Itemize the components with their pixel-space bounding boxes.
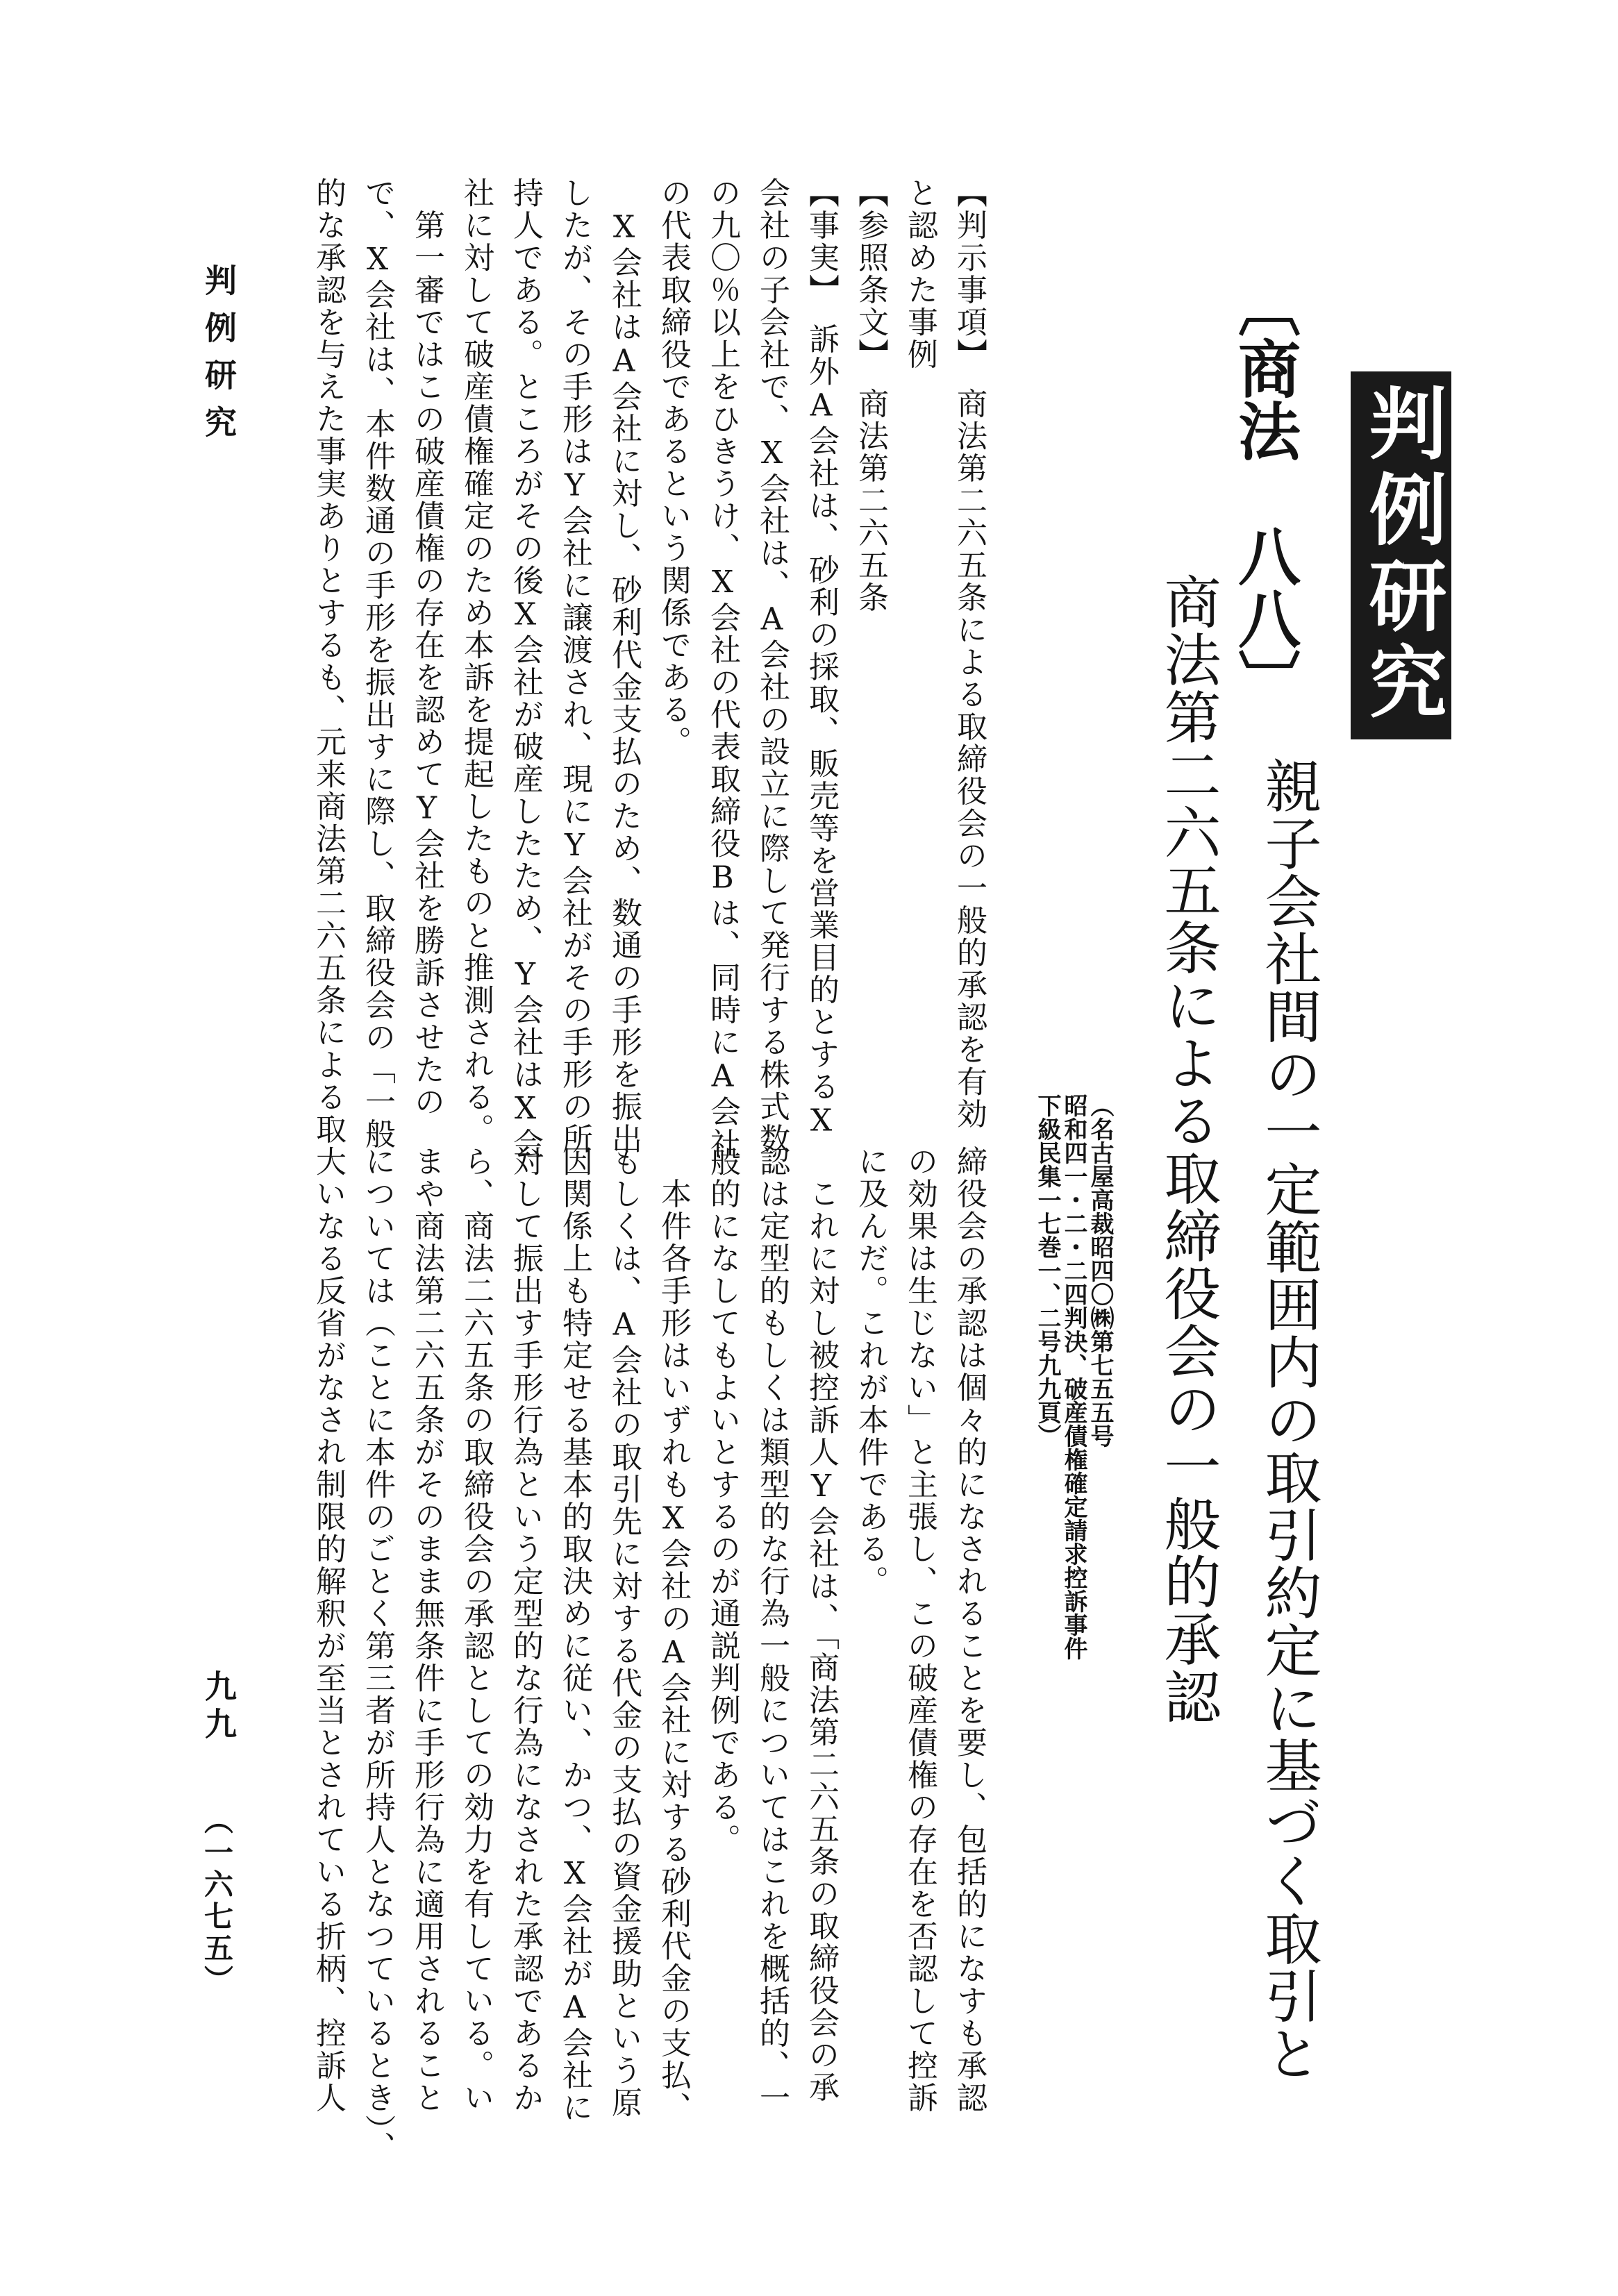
citation-line-1: （名古屋高裁昭四〇㈱第七五五号: [1086, 1093, 1114, 1448]
left-body-column-13: については（ことに本件のごとく第三者が所持人となつているとき）、: [360, 1146, 395, 2163]
right-body-column-2: と認めた事例: [902, 177, 937, 371]
right-body-column-5: 会社の子会社で、X会社は、A会社の設立に際して発行する株式数: [754, 177, 790, 1155]
left-body-column-2: の効果は生じない」と主張し、この破産債権の存在を否認して控訴: [902, 1146, 937, 2114]
citation-line-2: 昭和四一・二・二四判決、破産債権確定請求控訴事件: [1060, 1093, 1087, 1660]
right-body-column-13: で、X会社は、本件数通の手形を振出すに際し、取締役会の「一般: [360, 177, 395, 1150]
left-body-column-7: 本件各手形はいずれもX会社のA会社に対する砂利代金の支払、: [656, 1146, 691, 2124]
left-body-column-1: 締役会の承認は個々的になされることを要し、包括的になすも承認: [951, 1146, 987, 2114]
left-body-column-8: もしくは、A会社の取引先に対する代金の支払の資金援助という原: [606, 1146, 642, 2119]
left-body-column-14: 大いなる反省がなされ制限的解釈が至当とされている折柄、控訴人: [310, 1146, 346, 2114]
left-body-column-9: 因関係上も特定せる基本的取決めに従い、かつ、X会社がA会社に: [557, 1146, 592, 2124]
right-body-column-11: 社に対して破産債権確定のため本訴を提起したものと推測される。: [458, 177, 494, 1146]
left-body-column-6: 般的になしてもよいとするのが通説判例である。: [705, 1146, 740, 1856]
left-body-column-3: に及んだ。これが本件である。: [853, 1146, 888, 1598]
right-body-column-14: 的な承認を与えた事実ありとするも、元来商法第二六五条による取: [310, 177, 346, 1146]
right-body-column-6: の九〇％以上をひきうけ、X会社の代表取締役Bは、同時にA会社: [705, 177, 740, 1160]
case-category: 〔商法 八八〕: [1227, 274, 1301, 712]
case-title-line-1: 親子会社間の一定範囲内の取引約定に基づく取引と: [1256, 757, 1321, 2082]
case-title-line-2: 商法第二六五条による取締役会の一般的承認: [1155, 573, 1221, 1725]
right-body-column-7: の代表取締役であるという関係である。: [656, 177, 691, 758]
journal-header-stamp: [1351, 371, 1451, 739]
citation-line-3: 下級民集一七巻一、二号九九頁）: [1033, 1093, 1061, 1448]
left-body-column-10: 対して振出す手形行為という定型的な行為になされた承認であるか: [508, 1146, 543, 2114]
right-body-column-12: 第一審ではこの破産債権の存在を認めてY会社を勝訴させたの: [409, 177, 444, 1118]
right-body-column-8: X会社はA会社に対し、砂利代金支払のため、数通の手形を振出: [606, 177, 642, 1155]
running-head: 判例研究: [200, 264, 237, 453]
page-number: 九九: [200, 1670, 237, 1745]
left-body-column-11: ら、商法二六五条の取締役会の承認としての効力を有している。い: [458, 1146, 494, 2114]
right-body-column-4: 【事実】 訴外A会社は、砂利の採取、販売等を営業目的とするX: [803, 177, 839, 1140]
right-body-column-9: したが、その手形はY会社に譲渡され、現にY会社がその手形の所: [557, 177, 592, 1155]
left-body-column-5: 認は定型的もしくは類型的な行為一般についてはこれを概括的、一: [754, 1146, 790, 2114]
right-body-column-1: 【判示事項】 商法第二六五条による取締役会の一般的承認を有効: [951, 177, 987, 1130]
cumulative-page-number: （一六七五）: [200, 1805, 234, 1997]
right-body-column-10: 持人である。ところがその後X会社が破産したため、Y会社はX会: [508, 177, 543, 1160]
left-body-column-12: まや商法第二六五条がそのまま無条件に手形行為に適用されること: [409, 1146, 444, 2114]
left-body-column-4: これに対し被控訴人Y会社は、「商法第二六五条の取締役会の承: [803, 1146, 839, 2104]
journal-header-text: 判例研究: [1356, 383, 1446, 728]
right-body-column-3: 【参照条文】 商法第二六五条: [853, 177, 888, 614]
